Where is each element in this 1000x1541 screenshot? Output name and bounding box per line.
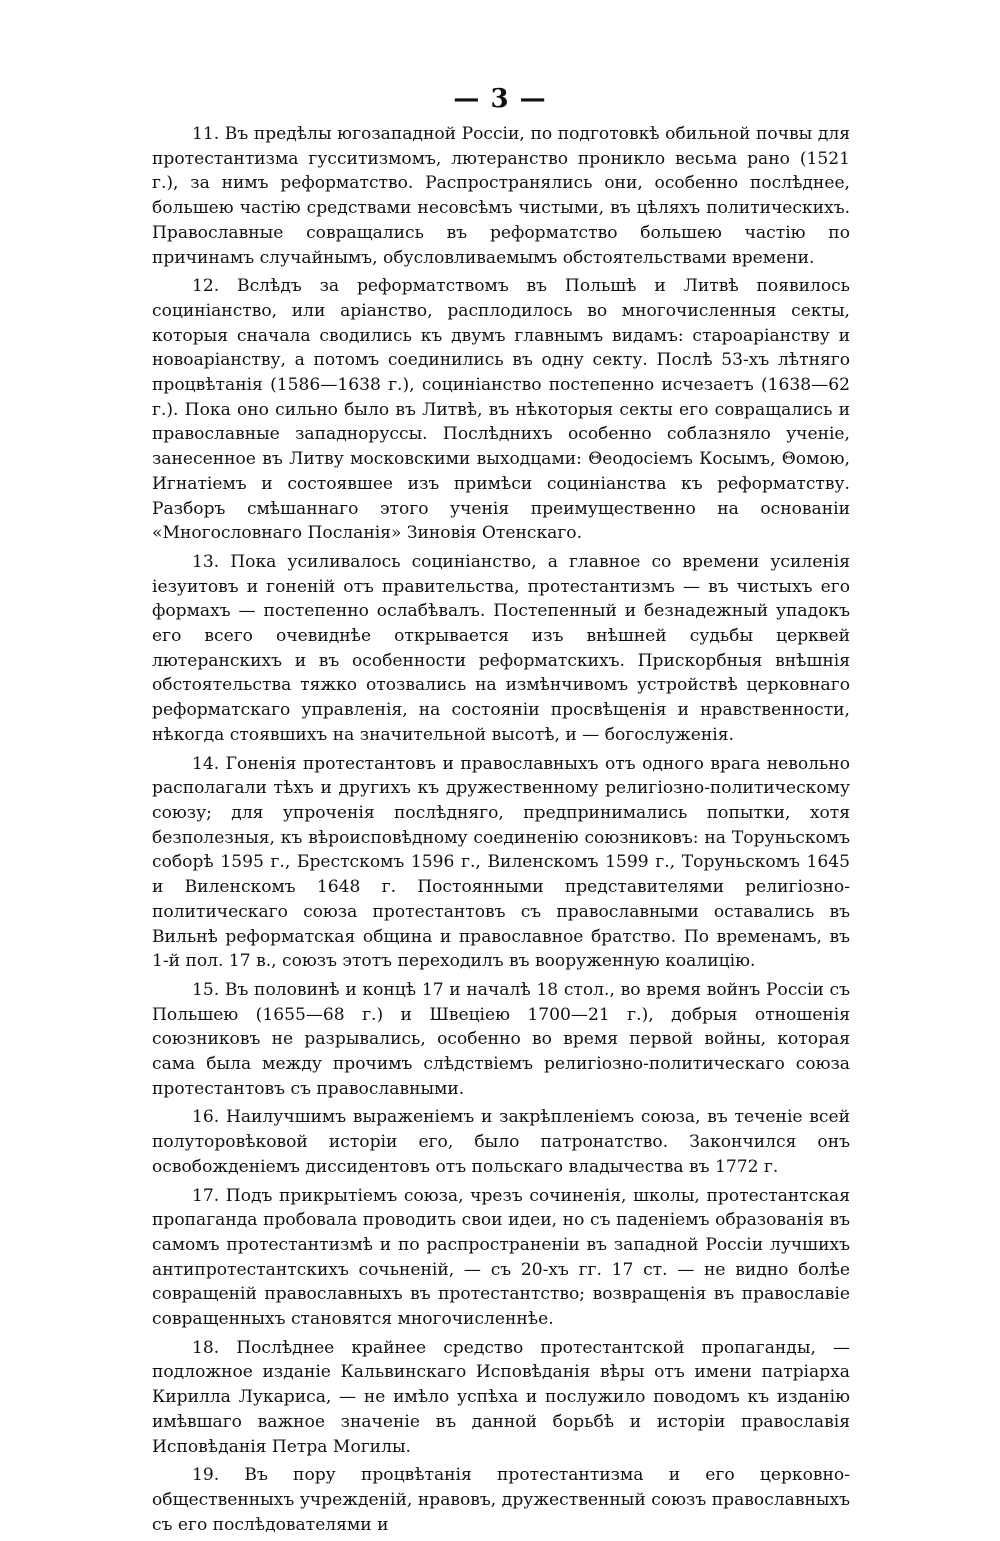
paragraph-17: 17. Подъ прикрытіемъ союза, чрезъ сочиненія, школы, протестантская пропаганда пробовала проводить свои идеи, но съ паденіемъ образованія въ самомъ протестантизмѣ и по распространеніи въ западной Россіи лучшихъ антипротестантскихъ сочьненій, — съ 20-хъ гг. 17 ст. — не видно болѣе совращеній православныхъ въ протестантство; возвращенія въ православіе совращенныхъ становятся многочисленнѣе. [152, 1185, 850, 1330]
paragraph-13: 13. Пока усиливалось социніанство, а главное со времени усиленія іезуитовъ и гоненій отъ правительства, протестантизмъ — въ чистыхъ его формахъ — постепенно ослабѣвалъ. Постепенный и безнадежный упадокъ его всего очевиднѣе открывается изъ внѣшней судьбы церквей лютеранскихъ и въ особенности реформатскихъ. Прискорбныя внѣшнія обстоятельства тяжко отозвались на измѣнчивомъ устройствѣ церковнаго реформатскаго управленія, на состояніи просвѣщенія и нравственности, нѣкогда стоявшихъ на значительной высотѣ, и — богослуженія. [152, 551, 850, 745]
paragraph-18: 18. Послѣднее крайнее средство протестантской пропаганды, — подложное изданіе Кальвинскаго Исповѣданія вѣры отъ имени патріарха Кирилла Лукариса, — не имѣло успѣха и послужило поводомъ къ изданію имѣвшаго важное значеніе въ данной борьбѣ и исторіи православія Исповѣданія Петра Могилы. [152, 1337, 850, 1457]
paragraph-11: 11. Въ предѣлы югозападной Россіи, по подготовкѣ обильной почвы для протестантизма гусситизмомъ, лютеранство проникло весьма рано (1521 г.), за нимъ реформатство. Распространялись они, особенно послѣднее, большею частію средствами несовсѣмъ чистыми, въ цѣляхъ политическихъ. Православные совращались въ реформатство большею частію по причинамъ случайнымъ, обусловливаемымъ обстоятельствами времени. [152, 124, 850, 268]
page-number: — 3 — [453, 84, 547, 114]
paragraph-12: 12. Вслѣдъ за реформатствомъ въ Польшѣ и Литвѣ появилось социніанство, или аріанство, расплодилось во многочисленныя секты, которыя сначала сводились къ двумъ главнымъ видамъ: староаріанству и новоаріанству, а потомъ соединились въ одну секту. Послѣ 53-хъ лѣтняго процвѣтанія (1586—1638 г.), социніанство постепенно исчезаетъ (1638—62 г.). Пока оно сильно было въ Литвѣ, въ нѣкоторыя секты его совращались и православные западноруссы. Послѣднихъ особенно соблазняло ученіе, занесенное въ Литву московскими выходцами: Θеодосіемъ Косымъ, Θомою, Игнатіемъ и состоявшее изъ примѣси социніанства къ реформатству. Разборъ смѣшаннаго этого ученія преимущественно на основаніи «Многословнаго Посланія» Зиновія Отенскаго. [152, 276, 850, 544]
paragraph-14: 14. Гоненія протестантовъ и православныхъ отъ одного врага невольно располагали тѣхъ и другихъ къ дружественному религіозно-политическому союзу; для упроченія послѣдняго, предпринимались попытки, хотя безполезныя, къ вѣроисповѣдному соединенію союзниковъ: на Торуньскомъ соборѣ 1595 г., Брестскомъ 1596 г., Виленскомъ 1599 г., Торуньскомъ 1645 и Виленскомъ 1648 г. Постоянными представителями религіозно-политическаго союза протестантовъ съ православными оставались въ Вильнѣ реформатская община и православное братство. По временамъ, въ 1-й пол. 17 в., союзъ этотъ переходилъ въ вооруженную коалицію. [152, 753, 850, 972]
paragraph-16: 16. Наилучшимъ выраженіемъ и закрѣпленіемъ союза, въ теченіе всей полуторовѣковой исторіи его, было патронатство. Закончился онъ освобожденіемъ диссидентовъ отъ польскаго владычества въ 1772 г. [152, 1107, 850, 1177]
paragraph-15: 15. Въ половинѣ и концѣ 17 и началѣ 18 стол., во время войнъ Россіи съ Польшею (1655—68 г.) и Швеціею 1700—21 г.), добрыя отношенія союзниковъ не разрывались, особенно во время первой войны, которая сама была между прочимъ слѣдствіемъ религіозно-политическаго союза протестантовъ съ православными. [152, 979, 850, 1099]
paragraph-19: 19. Въ пору процвѣтанія протестантизма и его церковно-общественныхъ учрежденій, нравовъ, дружественный союзъ православныхъ съ его послѣдователями и [152, 1465, 850, 1535]
body-text [152, 122, 850, 1541]
